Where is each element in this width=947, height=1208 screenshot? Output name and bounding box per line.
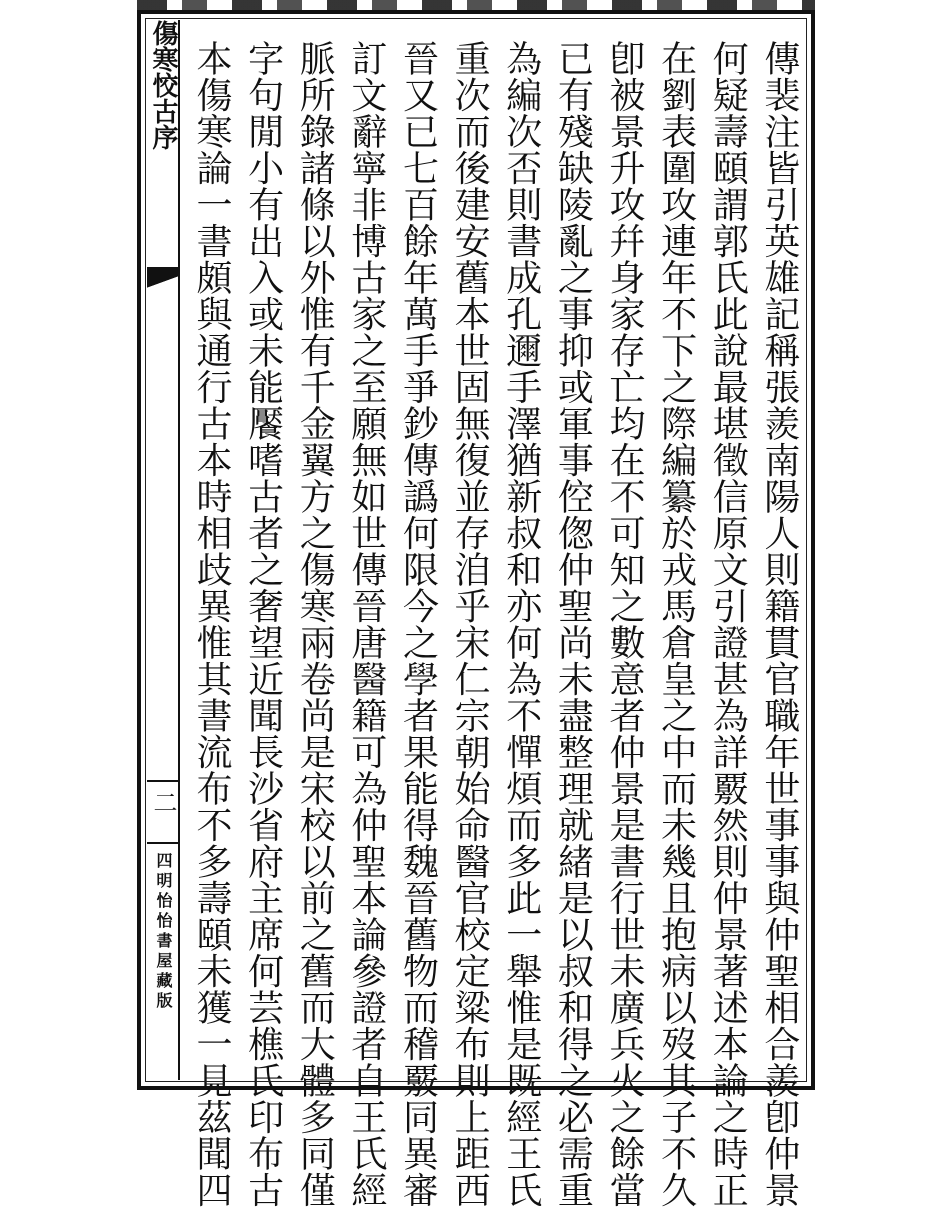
text-column: 卽被景升攻幷身家存亡均在不可知之數意者仲景是書行世未廣兵火之餘當 <box>604 40 645 1208</box>
text-column: 傳裴注皆引英雄記稱張羨南陽人則籍貫官職年世事事與仲聖相合羨卽仲景 <box>758 40 800 1208</box>
fish-tail-mark-icon <box>147 267 178 293</box>
text-column: 脈所錄諸條以外惟有千金翼方之傷寒兩卷尚是宋校以前之舊而大體多同僅 <box>294 40 336 1208</box>
margin-divider <box>147 780 178 782</box>
publisher-imprint: 四明怡怡書屋藏版 <box>154 852 173 1012</box>
page-number: 二 <box>149 790 177 814</box>
text-column: 字句閒小有出入或未能饜嗜古者之奢望近聞長沙省府主席何芸樵氏印布古 <box>242 40 284 1208</box>
text-column: 何疑壽頤謂郭氏此說最堪徵信原文引證甚為詳覈然則仲景著述本論之時正 <box>707 40 749 1208</box>
text-column: 本傷寒論一書頗與通行古本時相歧異惟其書流布不多壽頤未獲一見茲聞四 <box>191 40 232 1208</box>
center-margin-column <box>147 20 180 1080</box>
text-column: 在劉表圍攻連年不下之際編纂於戎馬倉皇之中而未幾且抱病以歿其子不久 <box>655 40 697 1208</box>
top-edge-scan-artifact <box>137 0 815 10</box>
margin-book-title: 傷寒恔古序 <box>148 20 178 150</box>
text-column: 訂文辭寧非博古家之至願無如世傳晉唐醫籍可為仲聖本論參證者自王氏經 <box>345 40 387 1208</box>
text-column: 已有殘缺陵亂之事抑或軍事倥偬仲聖尚未盡整理就緒是以叔和得之必需重 <box>552 40 594 1208</box>
margin-divider <box>147 842 178 844</box>
text-columns <box>189 40 801 1208</box>
text-column: 為編次否則書成孔邇手澤猶新叔和亦何為不憚煩而多此一舉惟是既經王氏 <box>500 40 542 1208</box>
text-column: 晉又已七百餘年萬手爭鈔傳譌何限今之學者果能得魏晉舊物而稽覈同異審 <box>397 40 439 1208</box>
text-column: 重次而後建安舊本世固無復並存洎乎宋仁宗朝始命醫官校定粱布則上距西 <box>449 40 491 1208</box>
book-page <box>137 10 815 1208</box>
